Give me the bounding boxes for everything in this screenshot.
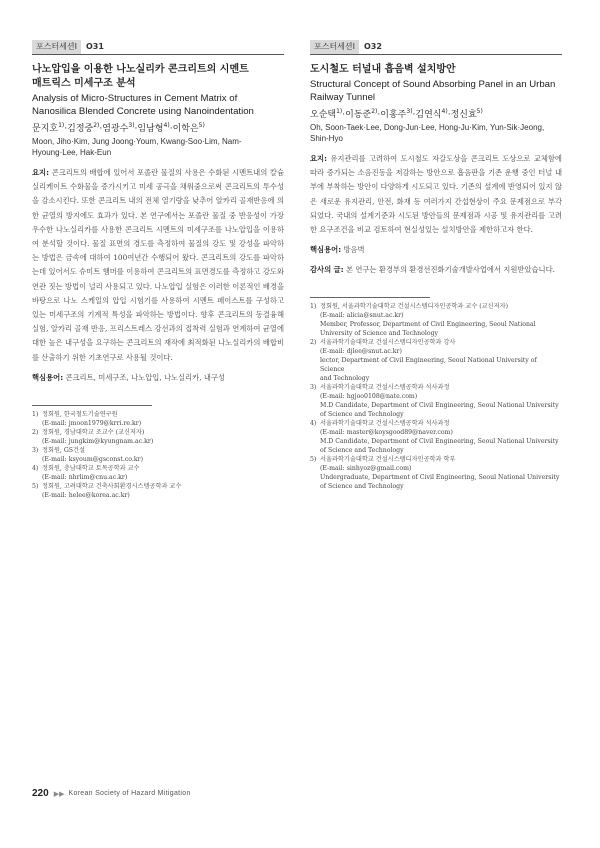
- abstract: [310, 152, 562, 237]
- right-article: [310, 40, 562, 491]
- session-header: [32, 40, 284, 55]
- footnote-affiliation-en: University of Science and Technology: [320, 330, 439, 338]
- author-name: 정신효: [450, 110, 477, 120]
- footnote-affiliation-en: and Technology: [320, 375, 370, 383]
- footnote-email: (E-mail: jmoon1979@krri.re.kr): [42, 419, 142, 427]
- article-title-en: Structural Concept of Sound Absorbing Panel in an Urban Railway Tunnel: [310, 79, 556, 103]
- footnote-email: (E-mail: alicia@snut.ac.kr): [320, 312, 404, 320]
- page-number: 220: [32, 788, 49, 799]
- footnote-email: (E-mail: jungkim@kyungnam.ac.kr): [42, 437, 154, 445]
- author-name: 염광수: [102, 124, 129, 134]
- footnote-email: (E-mail: djlee@snut.ac.kr): [320, 348, 402, 356]
- keywords-label: 핵심용어:: [32, 372, 64, 382]
- abstract: [32, 166, 284, 365]
- left-article: [32, 40, 284, 500]
- session-header: [310, 40, 562, 55]
- author-name: 문지호: [32, 124, 59, 134]
- footnote-item: 2) 서울과학기술대학교 건설시스템디자인공학과 강사: [310, 339, 456, 347]
- footnote-affiliation-en: of Science and Technology: [320, 447, 404, 455]
- keywords-label: 핵심용어:: [310, 245, 342, 255]
- author-name: 김정중: [67, 124, 94, 134]
- abstract-text: 콘크리트의 배합에 있어서 포졸란 물질의 사용은 수화된 시멘트내의 칼슘 실리케이트 수화물을 증가시키고 미세 공극을 채워줌으로써 콘크리트의 투수성을 감소시킨다. 또한 콘크리트 내의 전체 열기량을 낮추어 알카리 골재반응에 의한 균열의 방지에도 효과가 있다. 본 연구에서는 포졸란 물질 중 반응성이 가장 우수한 나노실리카를 사용한 콘크리트 시멘트의 미세구조를 나노압입을 이용하여 분석할 것이다. 물질 표면의 경도를 측정하여 물질의 강도 및 강성을 파악하는 방법은 금속에 대하여 100여년간 수행되어 왔다. 콘크리트의 강도를 파악하는데 있어서도 슈미트 햄머를 이용하여 콘크리트의 표면경도를 측정하고 강도와 연관 짓는 방법이 널리 사용되고 있다. 나노압입 실험은 이러한 이론적인 배경을 바탕으로 나노 스케일의 압입 시험기를 사용하여 시멘트 페이스트를 구성하고 있는 미세구조의 기계적 특성을 파악하는 방법이다. 향후 콘크리트의 동결융해 실험, 알카리 골재 반응, 프리스트레스 강선과의 접착력 실험과 연계하여 균열에 대한 높은 내구성을 요구하는 콘크리트의 재작에 최적화된 나노실리카의 배합비를 산출하기 위한 기초연구로 사용될 것이다.: [32, 168, 284, 362]
- keywords-text: 콘크리트, 미세구조, 나노압입, 나노실리카, 내구성: [65, 372, 225, 382]
- session-code: O32: [364, 42, 382, 51]
- footnote-email: (E-mail: ksyoum@gsconst.co.kr): [42, 455, 143, 463]
- footnote-item: 3) 정회원, GS건설: [32, 446, 86, 454]
- session-label: 포스터세션Ⅰ: [310, 40, 359, 54]
- footnote-item: 5) 서울과학기술대학교 건설시스템디자인공학과 학부: [310, 456, 456, 464]
- footnote-email: (E-mail: master@koysgood89@naver.com): [320, 429, 453, 437]
- footnote-item: 1) 정회원, 서울과학기술대학교 건설시스템디자인공학과 교수 (교신저자): [310, 303, 508, 311]
- keywords: [310, 243, 562, 257]
- footnote-affiliation-en: M.D Candidate, Department of Civil Engineering, Seoul National University: [320, 438, 559, 446]
- footnotes: [310, 302, 562, 491]
- double-arrow-icon: ▶▶: [53, 789, 65, 798]
- session-code: O31: [86, 42, 104, 51]
- abstract-text: 유지관리를 고려하여 도시철도 자갈도상을 콘크리트 도상으로 교체함에 따라 증가되는 소음진동을 저감하는 방안으로 흡음판을 기존 운행 중인 터널 내부에 부착하는 방안이 다양하게 시도되고 있다. 기존의 설계에 반영되어 있지 않은 새로운 유지관리, 안전, 화재 등 여러가지 간섭현상이 주요 문제점으로 부각되었다. 국내의 설계기준과 시도된 방안들의 문제점과 시공 및 유지관리를 고려한 요구조건을 비교 검토하여 현실성있는 설치방안을 제한하고자 한다.: [310, 154, 562, 235]
- author-name: 김연식: [415, 110, 442, 120]
- article-title-ko: 나노압입을 이용한 나노실리카 콘크리트의 시멘트 매트릭스 미세구조 분석: [32, 64, 249, 89]
- footnotes: [32, 410, 284, 500]
- session-label: 포스터세션Ⅰ: [32, 40, 81, 54]
- author-name: 오순택: [310, 110, 337, 120]
- footnote-affiliation-en: of Science and Technology: [320, 411, 404, 419]
- footnote-affiliation-en: lector, Department of Civil Engineering, Seoul National University of Science: [320, 357, 537, 374]
- acknowledgement-label: 감사의 글:: [310, 265, 344, 275]
- footnote-email: (E-mail: helee@korea.ac.kr): [42, 491, 130, 499]
- footnote-affiliation-en: M.D Candidate, Department of Civil Engineering, Seoul National University: [320, 402, 559, 410]
- authors-ko: 오순택$^{1)}$·이동준$^{2)}$·이홍주$^{3)}$·김연식$^{4)}$·정신효$^{5)}$: [310, 108, 483, 120]
- author-name: 임남형: [137, 124, 164, 134]
- authors-en: Moon, Jiho·Kim, Jung Joong·Youm, Kwang-Soo·Lim, Nam-Hyoung·Lee, Hak-Eun: [32, 137, 242, 157]
- keywords-text: 방음벽: [343, 245, 365, 255]
- footnote-divider: [32, 405, 152, 406]
- article-title-ko: 도시철도 터널내 흡음벽 설치방안: [310, 64, 456, 75]
- authors-ko: 문지호$^{1)}$·김정중$^{2)}$·염광수$^{3)}$·임남형$^{4)}$·이학은$^{5)}$: [32, 122, 205, 134]
- footnote-email: (E-mail: sinhyoz@gmail.com): [320, 465, 412, 473]
- footnote-email: (E-mail: nhrlim@cnu.ac.kr): [42, 473, 128, 481]
- authors-en: Oh, Soon-Taek·Lee, Dong-Jun·Lee, Hong-Ju·Kim, Yun-Sik·Jeong, Shin-Hyo: [310, 123, 545, 143]
- author-name: 이홍주: [380, 110, 407, 120]
- keywords: [32, 371, 284, 385]
- footnote-item: 3) 서울과학기술대학교 건설시스템공학과 석사과정: [310, 384, 450, 392]
- author-name: 이동준: [345, 110, 372, 120]
- footnote-divider: [310, 297, 430, 298]
- footnote-item: 2) 정회원, 경남대학교 조교수 (교신저자): [32, 428, 145, 436]
- footnote-item: 4) 정회원, 충남대학교 토목공학과 교수: [32, 464, 140, 472]
- footnote-email: (E-mail: hgjoo0108@nate.com): [320, 393, 418, 401]
- footnote-affiliation-en: Undergraduate, Department of Civil Engineering, Seoul National University: [320, 474, 560, 482]
- footnote-item: 5) 정회원, 고려대학교 건축사회환경시스템공학과 교수: [32, 482, 182, 490]
- acknowledgement-text: 본 연구는 환경부의 환경선진화기술개발사업에서 지원받았습니다.: [345, 265, 555, 275]
- footnote-item: 1) 정회원, 한국철도기술연구원: [32, 410, 118, 418]
- footnote-affiliation-en: of Science and Technology: [320, 483, 404, 491]
- acknowledgement: [310, 263, 562, 277]
- footnote-item: 4) 서울과학기술대학교 건설시스템공학과 석사과정: [310, 420, 450, 428]
- abstract-label: 요지:: [32, 168, 50, 177]
- article-title-en: Analysis of Micro-Structures in Cement Matrix of Nanosilica Blended Concrete using Nanoindentation: [32, 93, 254, 117]
- journal-name: Korean Society of Hazard Mitigation: [68, 790, 191, 797]
- footnote-affiliation-en: Member, Professor, Department of Civil Engineering, Seoul National: [320, 321, 536, 329]
- author-name: 이학은: [172, 124, 199, 134]
- page-footer: [32, 788, 191, 799]
- abstract-label: 요지:: [310, 154, 328, 163]
